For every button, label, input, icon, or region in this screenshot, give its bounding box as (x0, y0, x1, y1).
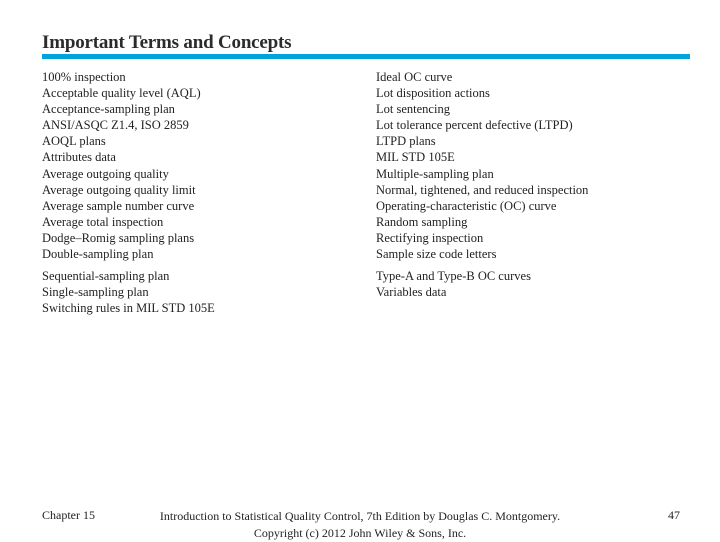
terms-column-left (42, 69, 215, 316)
term-item: 100% inspection (42, 70, 126, 84)
term-item: Lot disposition actions (376, 86, 490, 101)
term-item: LTPD plans (376, 134, 436, 149)
term-item: Operating-characteristic (OC) curve (376, 198, 557, 213)
term-item: Lot tolerance percent defective (LTPD) (376, 118, 573, 133)
term-item: Random sampling (376, 214, 468, 229)
term-item: ANSI/ASQC Z1.4, ISO 2859 (42, 118, 189, 133)
terms-group-right-2 (376, 268, 588, 300)
term-item: MIL STD 105E (376, 150, 455, 165)
term-item: Variables data (376, 285, 447, 300)
term-item: Rectifying inspection (376, 230, 484, 245)
term-item: Acceptable quality level (AQL) (42, 86, 201, 101)
footer-copyright (130, 508, 590, 542)
term-item: AOQL plans (42, 134, 106, 149)
term-item: Attributes data (42, 150, 116, 165)
term-item: Average outgoing quality limit (42, 182, 196, 197)
term-item: Double-sampling plan (42, 247, 154, 262)
term-item: Acceptance-sampling plan (42, 102, 175, 117)
term-item: Lot sentencing (376, 102, 450, 117)
term-item: Type-A and Type-B OC curves (376, 269, 531, 284)
term-item: Dodge–Romig sampling plans (42, 230, 195, 245)
page-title: Important Terms and Concepts (42, 32, 292, 53)
terms-group-left-1 (42, 69, 215, 262)
term-item: Multiple-sampling plan (376, 166, 494, 181)
footer-book-line: Introduction to Statistical Quality Control, 7th Edition by Douglas C. Montgomery. (159, 509, 561, 523)
page-number: 47 (668, 508, 680, 522)
title-divider (42, 54, 690, 59)
terms-column-right (376, 69, 588, 300)
term-item: Average total inspection (42, 214, 164, 229)
term-item: Average sample number curve (42, 198, 195, 213)
term-item: Sequential-sampling plan (42, 269, 170, 284)
term-item: Average outgoing quality (42, 166, 169, 181)
footer-copyright-line: Copyright (c) 2012 John Wiley & Sons, Inc. (253, 526, 467, 540)
term-item: Sample size code letters (376, 247, 497, 262)
term-item: Normal, tightened, and reduced inspection (376, 182, 589, 197)
footer-chapter: Chapter 15 (42, 508, 95, 522)
terms-group-right-1 (376, 69, 588, 262)
terms-group-left-2 (42, 268, 215, 316)
term-item: Single-sampling plan (42, 285, 149, 300)
term-item: Ideal OC curve (376, 70, 453, 84)
term-item: Switching rules in MIL STD 105E (42, 301, 215, 316)
